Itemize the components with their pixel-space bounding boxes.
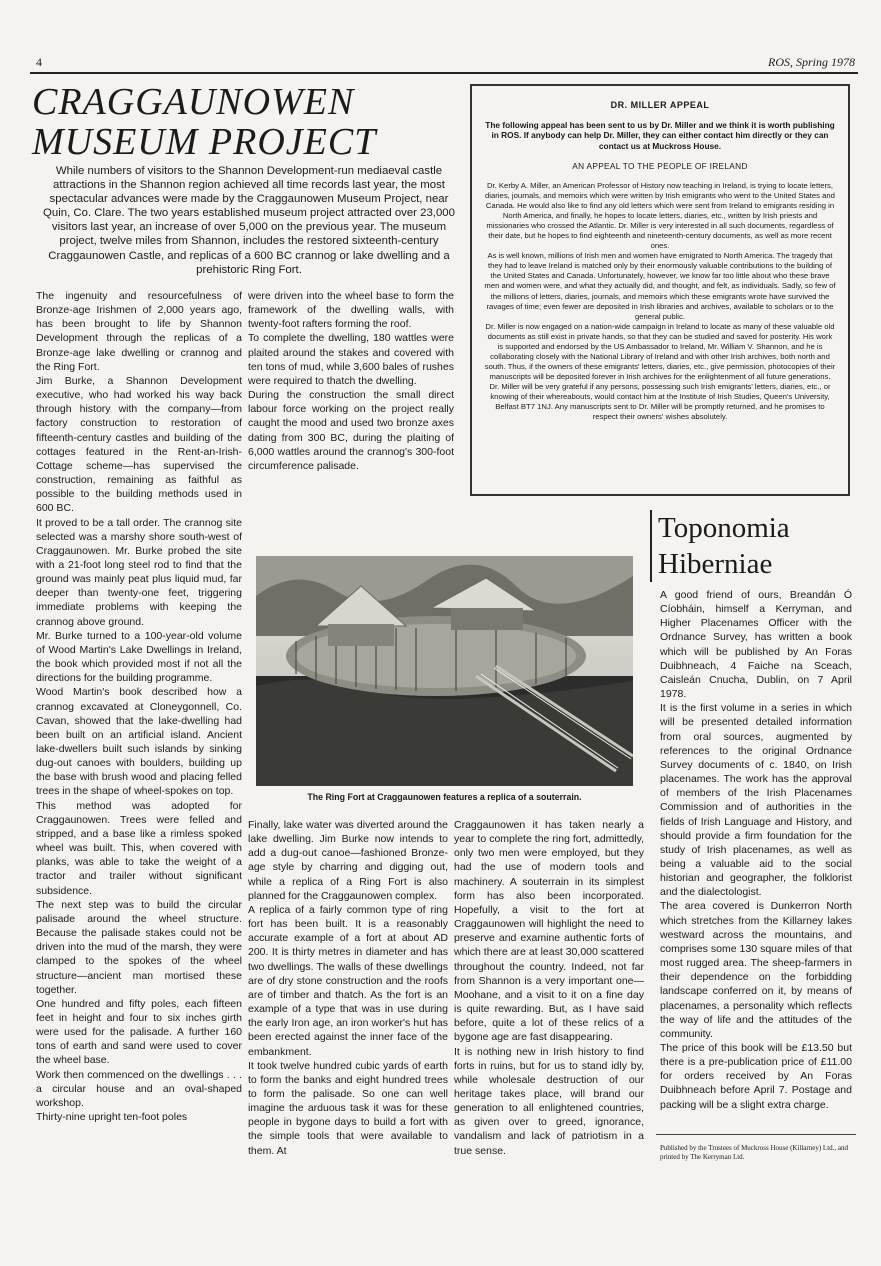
appeal-paragraph: Dr. Miller will be very grateful if any persons, possessing such Irish emigrants' letters, diaries, etc., or knowing of their whereabouts, would contact him at the Institute of Irish Studies, Queen's University, Belfast BT7 1NJ. Any manuscripts sent to Dr. Miller will be promptly returned, and he promises to respect their owners' wishes absolutely. <box>489 381 831 422</box>
publisher-footer: Published by the Trustees of Muckross House (Killarney) Ltd., and printed by The Kerryman Ltd. <box>660 1144 849 1161</box>
paragraph: It is the first volume in a series in which will be presented detailed information from oral sources, augmented by references to the original Ordnance Survey documents of c. 1840, on Irish placenames. The work has the approval of members of the Irish Placenames Commission and of authorities in the fields of Irish Language and History, and should provide a firm foundation for the study of Irish placenames, as well as being a valuable aid to the social historian and geographer, the folklorist and the dialectologist. <box>660 702 852 899</box>
paragraph: Thirty-nine upright ten-foot poles <box>36 1111 188 1124</box>
paragraph: Craggaunowen it has taken nearly a year to complete the ring fort, admittedly, only two men were employed, but they had the use of modern tools and machinery. A souterrain in its simplest form has also been incorporated. Hopefully, a visit to the fort at Craggaunowen will highlight the need to preserve and examine authentic forts of which there are at least 30,000 scattered throughout the country. Indeed, not far from Shannon is a very important one—Moohane, and a visit to it on a fine day is quite rewarding. But, as I have said before, quite a lot of these relics of a bygone age are fast disappearing. <box>454 819 644 1044</box>
paragraph: Finally, lake water was diverted around the lake dwelling. Jim Burke now intends to add a dug-out canoe—fashioned Bronze-age style by charring and digging out, while a replica of a Ring Fort is also planned for the Craggaunowen complex. <box>248 819 448 902</box>
appeal-lead: The following appeal has been sent to us by Dr. Miller and we think it is worth publishing in ROS. If anybody can help Dr. Miller, they can either contact him directly or they can contact us at Muckross House. <box>485 120 835 151</box>
paragraph: It took twelve hundred cubic yards of earth to form the banks and eight hundred trees to form the palisade. So one can well imagine the arduous task it was for these people in bygone days to build a fort with the simple tools that were available to them. At <box>248 1059 448 1157</box>
paragraph: It proved to be a tall order. The crannog site selected was a marshy shore south-west of Craggaunowen. Mr. Burke probed the site with a 21-foot long steel rod to find that the ground was mainly peat plus liquid mud, far deeper than twenty-one feet, triggering immediate problems with keeping the crannog above ground. <box>36 516 242 628</box>
article-column-1 <box>36 289 242 1124</box>
appeal-paragraph: Dr. Miller is now engaged on a nation-wide campaign in Ireland to locate as many of these valuable old documents as still exist in private hands, so that they can be studied and saved for posterity. His work is supported and endorsed by the US Ambassador to Ireland, Mr. William V. Shannon, and he is collaborating closely with the National Library of Ireland and with other Irish archives, both north and south. Thus, if the owners of these emigrants' letters, diaries, etc., give permission, photocopies of their manuscripts will be deposited forever in Irish archives for the enlightenment of all future generations. <box>484 321 836 381</box>
paragraph: A good friend of ours, Breandán Ó Cíobháin, himself a Kerryman, and Higher Placenames Officer with the Ordnance Survey, has written a book which will be published by An Foras Duibhneach, 4 Faiche na Sceach, Caisleán Cnucha, Dublin, on 7 April 1978. <box>660 589 852 701</box>
paragraph: This method was adopted for Craggaunowen. Trees were felled and stripped, and a base like a rimless spoked wheel was built. This, when covered with planks, was able to take the weight of a tractor and trailer without significant subsidence. <box>36 799 242 897</box>
paragraph: Work then commenced on the dwellings . . . a circular house and an oval-shaped workshop. <box>36 1068 242 1109</box>
paragraph: The ingenuity and resourcefulness of Bronze-age Irishmen of 2,000 years ago, has been brought to life by Shannon Development through the replicas of a Bronze-age lake dwelling or crannog and the Ring Fort. <box>36 290 242 373</box>
ring-fort-illustration <box>256 556 633 786</box>
paragraph: Wood Martin's book described how a crannog excavated at Cloneygonnell, Co. Cavan, showed that the lake-dwelling had been built on an artificial island. Ancient lake-dwellers built such islands by sinking dug-out canoes with boulders, building up the base with brush wood and placing felled trees in the shape of wheel-spokes on top. <box>36 686 242 798</box>
appeal-paragraph: Dr. Kerby A. Miller, an American Professor of History now teaching in Ireland, is trying to locate letters, diaries, journals, and memoirs which were written by Irish emigrants who went to the United States and Canada. He would also like to find any old letters which were sent from Ireland to emigrants residing in North America, and finally, he hopes to locate letters, diaries, etc., written by Irish priests and missionaries who crossed the Atlantic. Dr. Miller is very interested in all such documents, regardless of their date, but he hopes to find eighteenth and nineteenth-century documents, as well as more recent ones. <box>485 180 835 251</box>
paragraph: During the construction the small direct labour force working on the project really caught the mood and used two bronze axes dating from 300 BC, during the plaiting of 6,000 wattles around the crannog's 300-foot circumference palisade. <box>248 389 454 472</box>
paragraph: Jim Burke, a Shannon Development executive, who had worked his way back through history with the company—from factory construction to restoration of fifteenth-century castles and building of the cottages featured in the Rent-an-Irish-Cottage scheme—has supervised the construction, remaining as faithful as possible to the building methods used in 600 BC. <box>36 374 242 515</box>
paragraph: One hundred and fifty poles, each fifteen feet in height and four to six inches girth were used for the palisade. A further 160 tons of earth and sand were used to cover the wheel base. <box>36 997 242 1067</box>
page-number: 4 <box>36 55 42 69</box>
article-title: CRAGGAUNOWEN MUSEUM PROJECT <box>32 81 377 163</box>
appeal-box <box>470 84 850 496</box>
paragraph: The next step was to build the circular palisade around the wheel structure. Because the palisade stakes could not be driven into the mud of the marsh, they were clamped to the spokes of the wheel structure—ancient man mortised these together. <box>36 898 242 996</box>
photo-caption: The Ring Fort at Craggaunowen features a replica of a souterrain. <box>307 792 582 802</box>
header-rule <box>30 72 858 74</box>
paragraph: were driven into the wheel base to form the framework of the dwelling walls, with twenty-foot rafters forming the roof. <box>248 290 454 331</box>
ring-fort-photo <box>256 556 633 786</box>
appeal-subheading: AN APPEAL TO THE PEOPLE OF IRELAND <box>572 160 748 171</box>
toponomia-body <box>660 588 852 1112</box>
toponomia-title-line-1: Toponomia <box>658 512 790 544</box>
toponomia-title <box>650 510 868 582</box>
paragraph: It is nothing new in Irish history to find forts in ruins, but for us to stand idly by, while wholesale destruction of our heritage takes place, will brand our generation to all enlightened countries, as given over to greed, ignorance, vandalism and lack of patriotism in a true sense. <box>454 1045 644 1157</box>
paragraph: To complete the dwelling, 180 wattles were plaited around the stakes and covered with ten tons of mud, while 3,600 bales of rushes were required to thatch the dwelling. <box>248 332 454 387</box>
article-column-2-bottom <box>248 818 448 1158</box>
appeal-paragraph: As is well known, millions of Irish men and women have emigrated to North America. The tragedy that they had to leave Ireland is matched only by their enormously valuable contributions to the building of the United States and Canada. Unfortunately, however, we know far too little about who these brave men and women were, and what they actually did, and thought, and felt, as individuals. Sadly, so few of the millions of letters, diaries, journals, and memoirs which these emigrants wrote have survived the ravages of time; even fewer are deposited in Irish libraries and archives, available to scholars or to the general public. <box>484 251 836 321</box>
appeal-heading: DR. MILLER APPEAL <box>610 100 710 110</box>
article-intro: While numbers of visitors to the Shannon Development-run mediaeval castle attractions in the Shannon region achieved all time records last year, the most spectacular advances were made by the Craggaunowen Museum Project, near Quin, Co. Clare. The two years established museum project attracted over 23,000 visitors last year, an increase of over 5,000 on the previous year. The museum project, twelve miles from Shannon, includes the restored sixteenth-century Craggaunowen Castle, and replicas of a 600 BC crannog or lake dwelling and a prehistoric Ring Fort. <box>43 165 455 276</box>
paragraph: The price of this book will be £13.50 but there is a pre-publication price of £11.00 for orders received by An Foras Duibhneach before April 7. Postage and packing will be a slight extra charge. <box>660 1042 852 1111</box>
paragraph: The area covered is Dunkerron North which stretches from the Killarney lakes westward across the mountains, and comprises some 130 square miles of that most rugged area. The sheep-farmers in their dependence on the forbidding landscape conferred on it, by means of placenames, a personality which reflects the way of life and the attitudes of the community. <box>660 900 852 1040</box>
toponomia-title-line-2: Hiberniae <box>658 548 773 580</box>
footer-rule <box>656 1134 856 1135</box>
paragraph: Mr. Burke turned to a 100-year-old volume of Wood Martin's Lake Dwellings in Ireland, the book which provided most if not all the directions for the building programme. <box>36 629 242 685</box>
article-column-3-bottom <box>454 818 644 1158</box>
paragraph: A replica of a fairly common type of ring fort has been built. It is a reasonably accurate example of a fort at about AD 200. It is thirty metres in diameter and has two dwellings. The walls of these dwellings are of dry stone construction and the roofs are of timber and thatch. As the fort is an example of a type that was in use during the early Iron age, an iron worker's hut has been erected against the inner face of the embankment. <box>248 903 448 1058</box>
article-column-2-top <box>248 289 454 473</box>
issue-label: ROS, Spring 1978 <box>768 55 855 69</box>
